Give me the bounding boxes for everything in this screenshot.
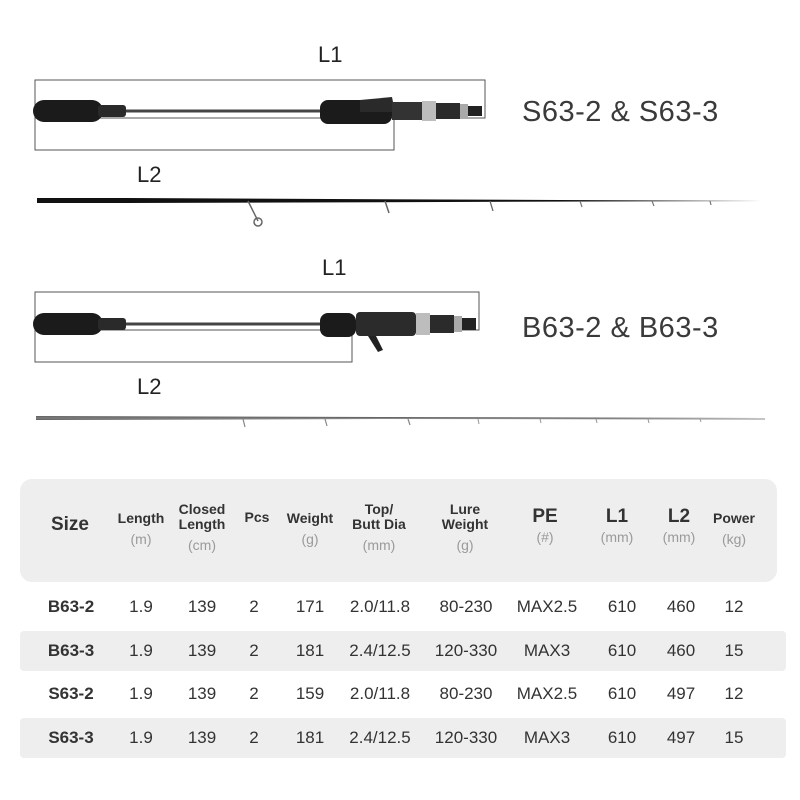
header-l2: L2 (mm) [662,506,696,545]
spec-table-header [20,479,777,582]
cell-lure-weight: 120-330 [434,641,498,660]
cell-size: B63-2 [47,597,95,616]
cell-l1: 610 [607,597,637,616]
cell-weight: 159 [295,684,325,703]
header-length: Length (m) [117,510,165,547]
cell-l1: 610 [607,728,637,747]
header-weight: Weight (g) [286,510,334,547]
cell-pcs: 2 [249,597,259,616]
cell-l1: 610 [607,641,637,660]
header-top-butt-dia: Top/ Butt Dia (mm) [352,501,406,553]
cell-lure-weight: 80-230 [439,684,493,703]
cell-lure-weight: 120-330 [434,728,498,747]
cell-pe: MAX2.5 [516,597,578,616]
cell-weight: 181 [295,728,325,747]
header-lure-weight: Lure Weight (g) [441,501,489,553]
top-l1-label: L1 [318,42,343,67]
bottom-model-label: B63-2 & B63-3 [522,312,719,344]
header-pcs: Pcs [244,509,270,525]
bottom-butt-section [33,312,476,352]
header-power: Power (kg) [712,510,755,547]
cell-dia: 2.0/11.8 [349,597,411,616]
cell-dia: 2.0/11.8 [349,684,411,703]
cell-lure-weight: 80-230 [439,597,493,616]
cell-pe: MAX2.5 [516,684,578,703]
cell-power: 15 [724,641,744,660]
cell-weight: 171 [295,597,325,616]
cell-pcs: 2 [249,641,259,660]
cell-pcs: 2 [249,728,259,747]
cell-pcs: 2 [249,684,259,703]
bottom-tip-section [36,416,765,427]
cell-l2: 497 [666,684,696,703]
cell-l2: 497 [666,728,696,747]
header-size: Size [50,514,90,535]
cell-pe: MAX3 [523,641,571,660]
table-row [20,718,786,758]
bottom-l1-label: L1 [322,255,347,280]
cell-power: 12 [724,597,744,616]
cell-dia: 2.4/12.5 [349,641,411,660]
cell-length: 1.9 [129,684,153,703]
cell-closed-length: 139 [187,641,217,660]
cell-dia: 2.4/12.5 [349,728,411,747]
cell-l2: 460 [666,641,696,660]
cell-closed-length: 139 [187,728,217,747]
cell-size: S63-2 [48,684,94,703]
table-row [20,587,786,627]
top-butt-section [33,97,482,124]
cell-length: 1.9 [129,641,153,660]
table-row [20,631,786,671]
cell-weight: 181 [295,641,325,660]
cell-l1: 610 [607,684,637,703]
top-l2-label: L2 [137,162,162,187]
cell-power: 15 [724,728,744,747]
cell-closed-length: 139 [187,597,217,616]
header-l1: L1 (mm) [600,506,634,545]
cell-power: 12 [724,684,744,703]
cell-size: S63-3 [48,728,94,747]
top-model-label: S63-2 & S63-3 [522,96,719,128]
header-closed-length: Closed Length (cm) [178,501,226,553]
cell-length: 1.9 [129,728,153,747]
cell-pe: MAX3 [523,728,571,747]
cell-length: 1.9 [129,597,153,616]
cell-l2: 460 [666,597,696,616]
cell-closed-length: 139 [187,684,217,703]
cell-size: B63-3 [47,641,95,660]
table-row [20,674,786,714]
bottom-l2-label: L2 [137,374,162,399]
header-pe: PE (#) [532,506,558,545]
top-tip-section [37,198,765,226]
